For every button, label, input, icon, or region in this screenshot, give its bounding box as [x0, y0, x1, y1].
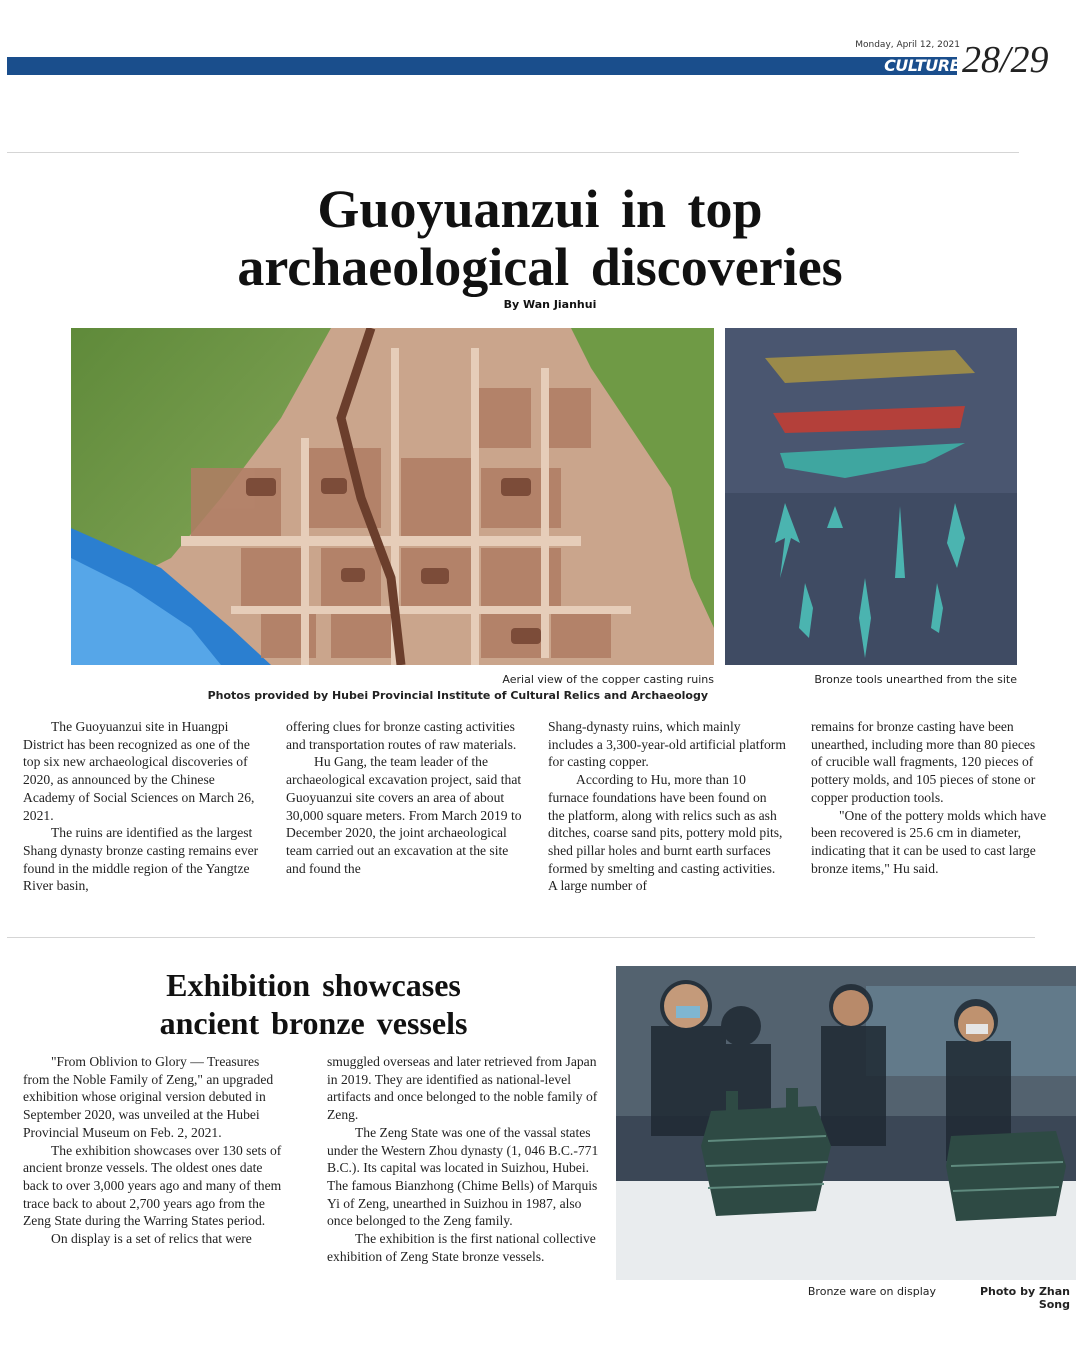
paragraph: Hu Gang, the team leader of the archaeological excavation project, said that Guoyuanzui site covers an area of about 30,000 square meters. From March 2019 to December 2020, the joint archaeological team carried out an excavation at the site and found the	[286, 754, 522, 876]
paragraph: offering clues for bronze casting activities and transportation routes of raw materials.	[286, 719, 517, 752]
aerial-ruins-illustration	[71, 328, 714, 665]
bronze-tools-photo	[725, 328, 1017, 665]
paragraph: The exhibition showcases over 130 sets of ancient bronze vessels. The oldest ones date back to over 3,000 years ago and many of them trace back to about 2,700 years ago from the Zeng State during the Warring States period.	[23, 1142, 282, 1229]
divider	[7, 937, 1035, 938]
article-column-1	[23, 1053, 288, 1248]
article-column-3	[548, 718, 786, 895]
caption-bronze-tools: Bronze tools unearthed from the site	[814, 673, 1017, 686]
paragraph: smuggled overseas and later retrieved from Japan in 2019. They are identified as national-level artifacts and once belonged to the noble family of Zeng.	[327, 1054, 598, 1123]
aerial-photo	[71, 328, 714, 665]
article-column-2	[327, 1053, 599, 1265]
bronze-tools-illustration	[725, 328, 1017, 665]
divider	[7, 152, 1019, 153]
page-numbers: 28/29	[962, 39, 1049, 81]
paragraph: On display is a set of relics that were	[51, 1231, 252, 1247]
caption-aerial: Aerial view of the copper casting ruins	[502, 673, 714, 686]
headline-line: ancient bronze vessels	[159, 1005, 468, 1041]
caption-bronze-ware: Bronze ware on display	[807, 1285, 936, 1298]
article-column-1	[23, 718, 261, 895]
paragraph: remains for bronze casting have been unearthed, including more than 80 pieces of crucible wall fragments, 120 pieces of pottery molds, and 105 pieces of stone or copper production tools.	[811, 719, 1036, 805]
section-label: CULTURE	[884, 56, 960, 75]
photo-credit: Photos provided by Hubei Provincial Institute of Cultural Relics and Archaeology	[207, 689, 708, 702]
paragraph: "One of the pottery molds which have been recovered is 25.6 cm in diameter, indicating that it can be used to cast large bronze items," Hu said.	[811, 807, 1047, 876]
paragraph: "From Oblivion to Glory — Treasures from the Noble Family of Zeng," an upgraded exhibition whose original version debuted in September 2020, was unveiled at the Hubei Provincial Museum on Feb. 2, 2021.	[23, 1054, 274, 1140]
issue-date: Monday, April 12, 2021	[855, 40, 960, 50]
paragraph: According to Hu, more than 10 furnace foundations have been found on the platform, along with relics such as ash ditches, coarse sand pits, pottery mold pits, shed pillar holes and burnt earth surfaces formed by smelting and casting activities. A large number of	[548, 772, 783, 894]
photo-credit: Photo by Zhan Song	[979, 1285, 1070, 1311]
headline-exhibition	[30, 966, 597, 1042]
exhibition-photo	[616, 966, 1076, 1280]
article-column-4	[811, 718, 1049, 877]
bronze-vessels-illustration	[616, 966, 1076, 1280]
paragraph: The ruins are identified as the largest Shang dynasty bronze casting remains ever found in the middle region of the Yangtze River basin,	[23, 825, 259, 894]
paragraph: The Guoyuanzui site in Huangpi District has been recognized as one of the top six new archaeological discoveries of 2020, as announced by the Chinese Academy of Social Sciences on March 26, 2021.	[23, 719, 255, 823]
headline-guoyuanzui: Guoyuanzui in top archaeological discoveries	[237, 179, 843, 297]
paragraph: Shang-dynasty ruins, which mainly includes a 3,300-year-old artificial platform for casting copper.	[548, 719, 786, 770]
article-column-2	[286, 718, 524, 877]
paragraph: The exhibition is the first national collective exhibition of Zeng State bronze vessels.	[327, 1231, 596, 1264]
headline-line: Exhibition showcases	[166, 967, 461, 1003]
byline: By Wan Jianhui	[503, 298, 597, 311]
paragraph: The Zeng State was one of the vassal states under the Western Zhou dynasty (1, 046 B.C.-771 B.C.). Its capital was located in Suizhou, Hubei. The famous Bianzhong (Chime Bells) of Marquis Yi of Zeng, unearthed in Suizhou in 1987, also once belonged to the Zeng family.	[327, 1124, 599, 1229]
header-bar	[7, 57, 957, 75]
